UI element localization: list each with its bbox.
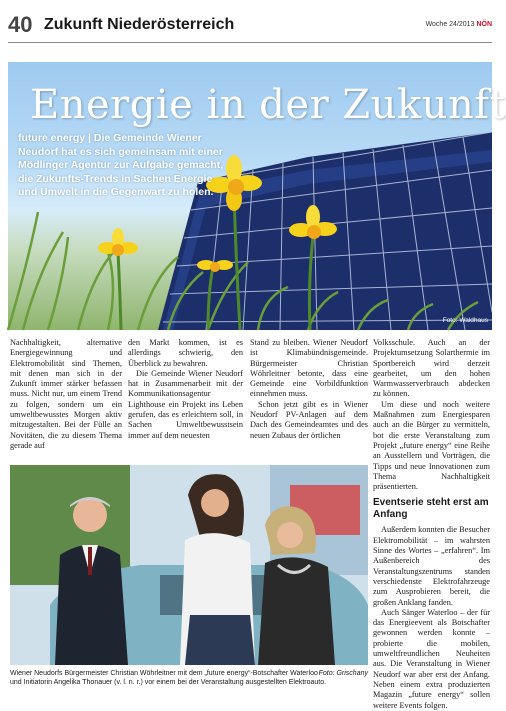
caption-text: Wiener Neudorfs Bürgermeister Christian Wöhrleitner mit dem „future energy“-Botschafter Waterloo und Initiatorin Angelika Thonauer (v. l. n. r.) vor einem bei der Veranstaltung ausgestellten Elektroauto.: [10, 670, 327, 686]
paragraph: Auch Sänger Waterloo – der für das Energieevent als Botschafter gewonnen werden konnte – probierte die mobilen, umweltfreundlichen Neuheiten aus. Die Veranstaltung in Wiener Neudorf war aber erst der Anfang. Neben einem extra produzierten Magazin „future energy“ sollen weitere Events folgen.: [373, 607, 490, 710]
paragraph: den Markt kommen, ist es allerdings schwierig, den Überblick zu bewahren.: [128, 338, 243, 368]
article-column-4: [373, 338, 490, 711]
paragraph: Nachhaltigkeit, alternative Energiegewinnung und Elektromobilität sind Themen, mit denen man sich in der Zukunft immer stärker befassen muss. Nicht nur, um einem Trend zu folgen, sondern um ein umweltbewusstes Morgen aktiv mitzugestalten. Bei der Fülle an Novitäten, die zu diesem Thema gerade auf: [10, 338, 122, 450]
paragraph: Außerdem konnten die Besucher Elektromobilität – im wahrsten Sinne des Wortes – „erfahren“. Im Außenbereich des Veranstaltungszentrums standen verschiedenste Elektrofahrzeuge zum Ausprobieren bereit, die großen Anklang fanden.: [373, 525, 490, 607]
photo-caption: [10, 669, 368, 687]
event-photo: [10, 465, 368, 665]
paragraph: Stand zu bleiben. Wiener Neudorf ist Klimabündnisgemeinde. Bürgermeister Christian Wöhrleitner betonte, dass eine Gemeinde eine Vorbildfunktion einnehmen muss.: [250, 338, 368, 399]
photo-credit: Foto: Grischany: [318, 670, 368, 677]
hero-photo: [8, 62, 506, 330]
article-column-1: [10, 338, 122, 451]
article-headline: Energie in der Zukunft: [30, 82, 506, 128]
article-column-2: [128, 338, 243, 441]
section-title: Zukunft Niederösterreich: [44, 16, 235, 33]
paragraph: Die Gemeinde Wiener Neudorf hat in Zusammenarbeit mit der Kommunikationsagentur Lighthouse ein Projekt ins Leben gerufen, das es erleichtern soll, in Sachen Umweltbewusstsein immer auf dem neuesten: [128, 368, 243, 440]
header-divider: [8, 42, 492, 43]
issue-label: [426, 21, 492, 28]
subheading: Eventserie steht erst am Anfang: [373, 497, 489, 520]
brand-logo: NÖN: [476, 21, 492, 28]
article-lead: future energy | Die Gemeinde Wiener Neudorf hat es sich gemeinsam mit einer Mödlinger Agentur zur Aufgabe gemacht, die Zukunfts-Trends in Sachen Energie und Umwelt in die Gegenwart zu holen.: [18, 132, 224, 198]
page-number: 40: [8, 12, 33, 37]
people-with-electric-car-illustration: [10, 465, 368, 665]
paragraph: Um diese und noch weitere Maßnahmen zum Energiesparen auch an die Bürger zu vermitteln, bot die erste Veranstaltung zum Projekt „future energy“ eine Reihe an Ausstellern und Vorträgen, die Tipps und neue Innovationen zum Thema Nachhaltigkeit präsentierten.: [373, 399, 490, 492]
paragraph: Volksschule. Auch an der Projektumsetzung Solarthermie im Sportbereich wird derzeit gearbeitet, um den hohen Warmwasserverbrauch abdecken zu können.: [373, 338, 490, 399]
lead-text: Die Gemeinde Wiener Neudorf hat es sich gemeinsam mit einer Mödlinger Agentur zur Aufgabe gemacht, die Zukunfts-Trends in Sachen Energie und Umwelt in die Gegenwart zu holen.: [18, 132, 224, 198]
hero-photo-credit: Foto: Waldhaus: [442, 317, 488, 324]
page-header: [8, 12, 492, 42]
article-column-3: [250, 338, 368, 441]
issue-number: Woche 24/2013: [425, 21, 475, 28]
kicker: future energy: [18, 132, 86, 144]
paragraph: Schon jetzt gibt es in Wiener Neudorf PV-Anlagen auf dem Dach des Gemeindeamtes und des neuen Zubaus der örtlichen: [250, 399, 368, 440]
